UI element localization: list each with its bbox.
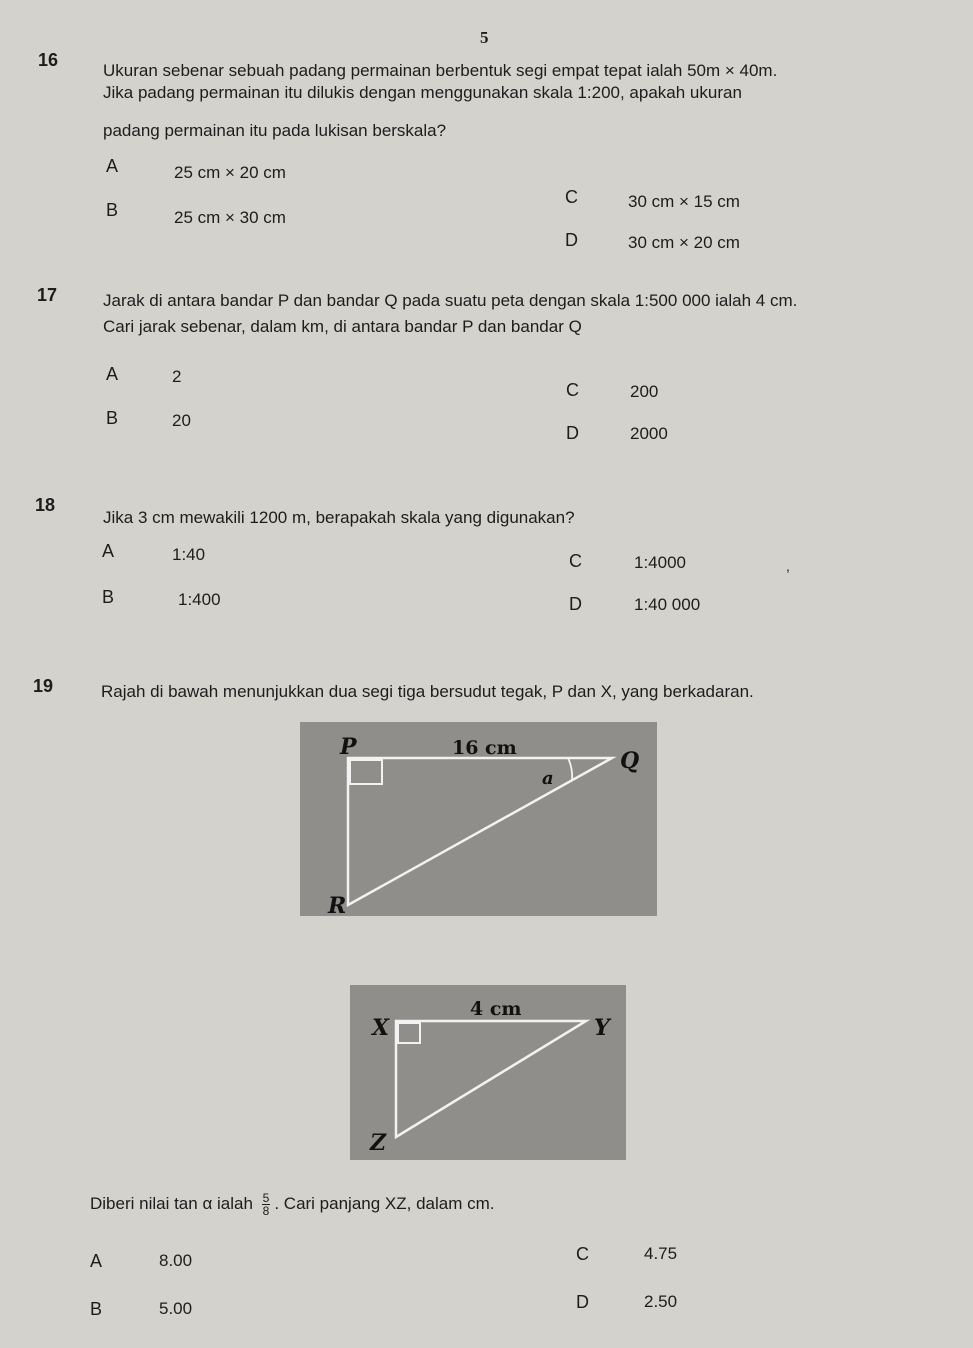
option-value: 200 (630, 382, 659, 401)
given-statement (90, 1192, 495, 1217)
option-value: 25 cm × 20 cm (174, 163, 286, 182)
vertex-label-y: Y (594, 1015, 610, 1041)
angle-arc (568, 758, 572, 780)
given-text-before: Diberi nilai tan α ialah (90, 1193, 253, 1213)
option-letter[interactable]: C (576, 1244, 589, 1264)
triangle-p-figure (300, 722, 657, 916)
side-label-xy: 4 cm (470, 998, 522, 1020)
option-letter[interactable]: A (106, 364, 119, 384)
option-value: 5.00 (159, 1299, 193, 1318)
option-letter[interactable]: B (106, 408, 119, 428)
triangle-x-diagram (350, 985, 626, 1160)
right-angle-mark (350, 760, 382, 784)
given-text-after: . Cari panjang XZ, dalam cm. (274, 1193, 495, 1213)
triangle-x-figure (350, 985, 626, 1160)
vertex-label-r: R (328, 893, 347, 916)
option-letter[interactable]: D (576, 1292, 589, 1312)
option-value: 20 (172, 411, 191, 430)
option-letter[interactable]: D (569, 594, 582, 614)
angle-label: a (542, 768, 554, 789)
option-letter[interactable]: D (565, 230, 578, 250)
page-number: 5 (480, 28, 489, 47)
option-letter[interactable]: C (569, 551, 582, 571)
vertex-label-p: P (340, 734, 357, 760)
stray-mark: , (786, 558, 790, 574)
option-letter[interactable]: A (102, 541, 115, 561)
option-value: 1:4000 (634, 553, 686, 572)
option-value: 30 cm × 15 cm (628, 192, 740, 211)
vertex-label-z: Z (370, 1130, 387, 1156)
right-angle-mark (398, 1023, 420, 1043)
question-text-line: Jika padang permainan itu dilukis dengan menggunakan skala 1:200, apakah ukuran (103, 83, 742, 102)
question-number: 19 (33, 676, 54, 696)
question-text-line: Jarak di antara bandar P dan bandar Q pada suatu peta dengan skala 1:500 000 ialah 4 cm. (103, 291, 798, 310)
option-value: 2.50 (644, 1292, 678, 1311)
fraction (262, 1192, 271, 1217)
triangle-p-diagram (300, 722, 657, 916)
question-number: 17 (37, 285, 58, 305)
option-letter[interactable]: D (566, 423, 579, 443)
question-number: 16 (38, 50, 59, 70)
option-value: 25 cm × 30 cm (174, 208, 286, 227)
vertex-label-q: Q (620, 748, 640, 774)
vertex-label-x: X (372, 1015, 390, 1041)
option-letter[interactable]: B (102, 587, 115, 607)
option-value: 2000 (630, 424, 668, 443)
triangle-pqr (348, 758, 612, 905)
option-letter[interactable]: A (106, 156, 119, 176)
fraction-denominator: 8 (262, 1204, 270, 1218)
option-letter[interactable]: B (106, 200, 119, 220)
option-letter[interactable]: C (566, 380, 579, 400)
question-text-line: padang permainan itu pada lukisan berskala? (103, 121, 447, 140)
question-text-line: Rajah di bawah menunjukkan dua segi tiga bersudut tegak, P dan X, yang berkadaran. (101, 682, 754, 701)
fraction-numerator: 5 (262, 1191, 270, 1205)
option-letter[interactable]: A (90, 1251, 103, 1271)
question-number: 18 (35, 495, 56, 515)
question-text-line: Jika 3 cm mewakili 1200 m, berapakah skala yang digunakan? (103, 508, 575, 527)
option-letter[interactable]: B (90, 1299, 103, 1319)
option-value: 30 cm × 20 cm (628, 233, 740, 252)
option-value: 4.75 (644, 1244, 678, 1263)
option-value: 1:400 (178, 590, 221, 609)
triangle-xyz (396, 1021, 586, 1137)
question-text-line: Cari jarak sebenar, dalam km, di antara bandar P dan bandar Q (103, 317, 582, 336)
option-value: 1:40 (172, 545, 206, 564)
option-letter[interactable]: C (565, 187, 578, 207)
option-value: 8.00 (159, 1251, 193, 1270)
side-label-pq: 16 cm (452, 737, 517, 759)
option-value: 2 (172, 367, 182, 386)
option-value: 1:40 000 (634, 595, 701, 614)
question-text-line: Ukuran sebenar sebuah padang permainan berbentuk segi empat tepat ialah 50m × 40m. (103, 61, 778, 80)
